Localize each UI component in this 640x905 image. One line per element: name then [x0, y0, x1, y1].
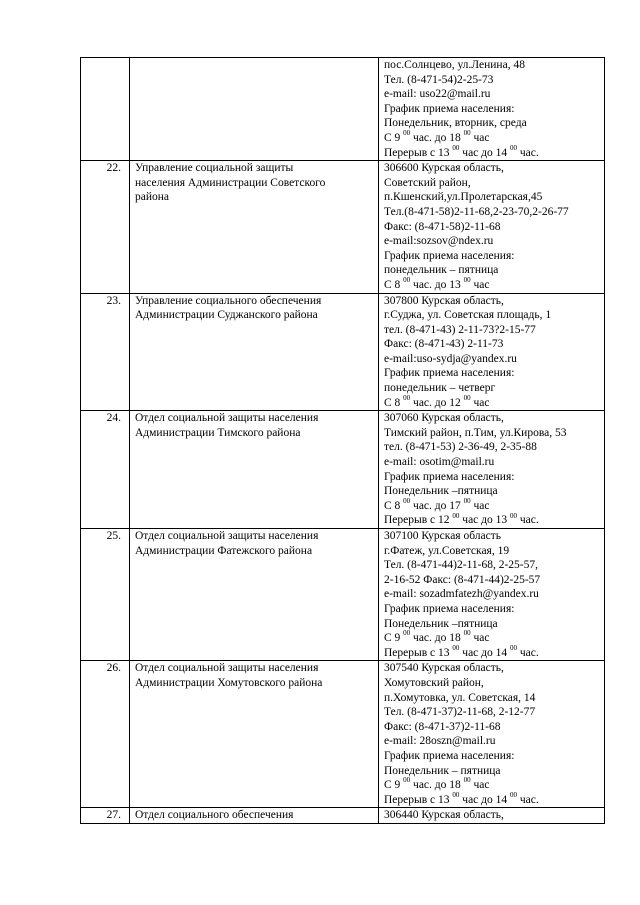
organization-name: [130, 161, 379, 293]
time-minutes: 00: [403, 393, 411, 402]
contact-line: тел. (8-471-53) 2-36-49, 2-35-88: [384, 441, 537, 454]
schedule-text: С 9: [384, 779, 404, 792]
contact-info: [379, 411, 605, 529]
organization-name-line: Администрации Фатежского района: [135, 544, 313, 557]
contact-line: Тел.(8-471-58)2-11-68,2-23-70,2-26-77: [384, 205, 569, 218]
time-minutes: 00: [452, 143, 460, 152]
table-row: [81, 293, 605, 411]
schedule-text: час.: [517, 793, 539, 806]
contact-line: График приема населения:: [384, 749, 515, 762]
contact-line: Понедельник, вторник, среда: [384, 117, 527, 130]
schedule-text: час. до 13: [410, 278, 464, 291]
contact-line: Понедельник –пятница: [384, 617, 498, 630]
contact-line: Факс: (8-471-43) 2-11-73: [384, 338, 504, 351]
time-minutes: 00: [403, 776, 411, 785]
schedule-text: Перерыв с 12: [384, 514, 453, 527]
contact-line: 307800 Курская область,: [384, 294, 504, 307]
time-minutes: 00: [463, 629, 471, 638]
schedule-text: Перерыв с 13: [384, 146, 453, 159]
schedule-text: Перерыв с 13: [384, 793, 453, 806]
schedule-text: час: [470, 278, 490, 291]
schedule-text: С 8: [384, 499, 404, 512]
contact-line: тел. (8-471-43) 2-11-73?2-15-77: [384, 323, 536, 336]
contact-line: Понедельник – пятница: [384, 764, 501, 777]
time-minutes: 00: [403, 129, 411, 138]
contact-line: 307540 Курская область,: [384, 662, 504, 675]
schedule-text: час. до 12: [410, 396, 464, 409]
contact-line: 306440 Курская область,: [384, 809, 504, 822]
contact-info: [379, 529, 605, 661]
schedule-line: [384, 496, 601, 514]
contact-line: п.Хомутовка, ул. Советская, 14: [384, 691, 536, 704]
time-minutes: 00: [510, 790, 517, 799]
schedule-text: час. до 17: [410, 499, 464, 512]
schedule-text: час.: [517, 514, 539, 527]
contact-line: 307060 Курская область,: [384, 412, 504, 425]
row-number: [81, 58, 130, 161]
schedule-text: час: [470, 499, 490, 512]
contact-line: пос.Солнцево, ул.Ленина, 48: [384, 59, 525, 71]
contact-info: [379, 293, 605, 411]
time-minutes: 00: [403, 276, 411, 285]
organization-name: [130, 293, 379, 411]
schedule-text: Перерыв с 13: [384, 646, 453, 659]
row-number: 24.: [81, 411, 130, 529]
time-minutes: 00: [463, 393, 471, 402]
organization-name-line: Отдел социальной защиты населения: [135, 662, 319, 675]
contact-line: Хомутовский район,: [384, 676, 484, 689]
schedule-text: час: [470, 396, 490, 409]
contact-line: e-mail:sozsov@ndex.ru: [384, 235, 494, 248]
schedule-line: [384, 143, 601, 161]
contact-line: понедельник – четверг: [384, 382, 496, 395]
row-number: 26.: [81, 661, 130, 808]
contact-line: г.Суджа, ул. Советская площадь, 1: [384, 309, 552, 322]
time-minutes: 00: [510, 143, 517, 152]
contact-line: Советский район,: [384, 176, 471, 189]
contact-line: Понедельник –пятница: [384, 485, 498, 498]
contact-line: Тел. (8-471-37)2-11-68, 2-12-77: [384, 706, 536, 719]
social-services-table: [80, 57, 605, 824]
contact-line: График приема населения:: [384, 249, 515, 262]
schedule-line: [384, 631, 601, 646]
contact-line: График приема населения:: [384, 367, 515, 380]
schedule-text: час до 14: [459, 646, 510, 659]
schedule-text: С 9: [384, 131, 404, 144]
contact-line: г.Фатеж, ул.Советская, 19: [384, 544, 510, 557]
row-number: 27.: [81, 808, 130, 824]
contact-line: График приема населения:: [384, 470, 515, 483]
schedule-text: час.: [517, 146, 539, 159]
organization-name: [130, 58, 379, 161]
row-number: 23.: [81, 293, 130, 411]
schedule-text: час: [470, 131, 490, 144]
schedule-text: С 8: [384, 396, 404, 409]
contact-line: e-mail: 28oszn@mail.ru: [384, 735, 496, 748]
schedule-line: [384, 790, 601, 808]
organization-name-line: Администрации Тимского района: [135, 426, 301, 439]
document-page: [80, 57, 604, 824]
time-minutes: 00: [463, 496, 471, 505]
schedule-line: [384, 643, 601, 661]
contact-info: [379, 58, 605, 161]
schedule-text: час. до 18: [410, 632, 464, 645]
organization-name-line: Отдел социальной защиты населения: [135, 412, 319, 425]
contact-line: 306600 Курская область,: [384, 162, 504, 175]
organization-name-line: района: [135, 191, 170, 204]
contact-line: e-mail: sozadmfatezh@yandex.ru: [384, 588, 539, 601]
organization-name: [130, 529, 379, 661]
schedule-text: час до 13: [459, 514, 510, 527]
time-minutes: 00: [403, 496, 411, 505]
schedule-text: час. до 18: [410, 779, 464, 792]
contact-line: Тел. (8-471-44)2-11-68, 2-25-57,: [384, 559, 539, 572]
time-minutes: 00: [463, 276, 471, 285]
time-minutes: 00: [510, 643, 517, 652]
table-row: [81, 661, 605, 808]
contact-line: Факс: (8-471-37)2-11-68: [384, 720, 501, 733]
schedule-line: [384, 393, 601, 411]
time-minutes: 00: [452, 790, 460, 799]
table-row: [81, 411, 605, 529]
contact-line: 2-16-52 Факс: (8-471-44)2-25-57: [384, 573, 541, 586]
time-minutes: 00: [463, 129, 471, 138]
table-body: [81, 58, 605, 824]
time-minutes: 00: [452, 643, 460, 652]
schedule-line: [384, 278, 601, 293]
contact-line: График приема населения:: [384, 102, 515, 115]
time-minutes: 00: [463, 776, 471, 785]
organization-name: [130, 661, 379, 808]
contact-info: [379, 161, 605, 293]
time-minutes: 00: [403, 629, 411, 638]
contact-line: понедельник – пятница: [384, 264, 499, 277]
row-number: 25.: [81, 529, 130, 661]
schedule-text: час: [470, 632, 490, 645]
table-row: [81, 58, 605, 161]
schedule-text: час до 14: [459, 146, 510, 159]
organization-name-line: Управление социального обеспечения: [135, 294, 322, 307]
organization-name-line: населения Администрации Советского: [135, 176, 326, 189]
table-row: [81, 808, 605, 824]
time-minutes: 00: [452, 511, 460, 520]
schedule-text: час.: [517, 646, 539, 659]
contact-line: e-mail: uso22@mail.ru: [384, 88, 491, 101]
schedule-text: С 8: [384, 278, 404, 291]
schedule-text: С 9: [384, 632, 404, 645]
contact-line: п.Кшенский,ул.Пролетарская,45: [384, 191, 543, 204]
organization-name-line: Отдел социальной защиты населения: [135, 530, 319, 542]
schedule-text: час: [470, 779, 490, 792]
table-row: [81, 161, 605, 293]
organization-name-line: Администрации Суджанского района: [135, 309, 318, 322]
schedule-text: час. до 18: [410, 131, 464, 144]
contact-line: e-mail:uso-sydja@yandex.ru: [384, 352, 517, 365]
table-row: [81, 529, 605, 661]
organization-name-line: Администрации Хомутовского района: [135, 676, 323, 689]
contact-line: e-mail: osotim@mail.ru: [384, 456, 495, 469]
row-number: 22.: [81, 161, 130, 293]
contact-info: [379, 808, 605, 824]
schedule-text: час до 14: [459, 793, 510, 806]
organization-name-line: Отдел социального обеспечения: [135, 809, 294, 822]
contact-line: Тел. (8-471-54)2-25-73: [384, 73, 494, 86]
contact-line: Факс: (8-471-58)2-11-68: [384, 220, 501, 233]
organization-name: [130, 411, 379, 529]
contact-info: [379, 661, 605, 808]
schedule-line: [384, 513, 601, 528]
schedule-line: [384, 131, 601, 146]
contact-line: 307100 Курская область: [384, 530, 501, 542]
schedule-line: [384, 778, 601, 793]
contact-line: График приема населения:: [384, 602, 515, 615]
time-minutes: 00: [510, 511, 517, 520]
organization-name: [130, 808, 379, 824]
contact-line: Тимский район, п.Тим, ул.Кирова, 53: [384, 426, 567, 439]
organization-name-line: Управление социальной защиты: [135, 162, 294, 175]
